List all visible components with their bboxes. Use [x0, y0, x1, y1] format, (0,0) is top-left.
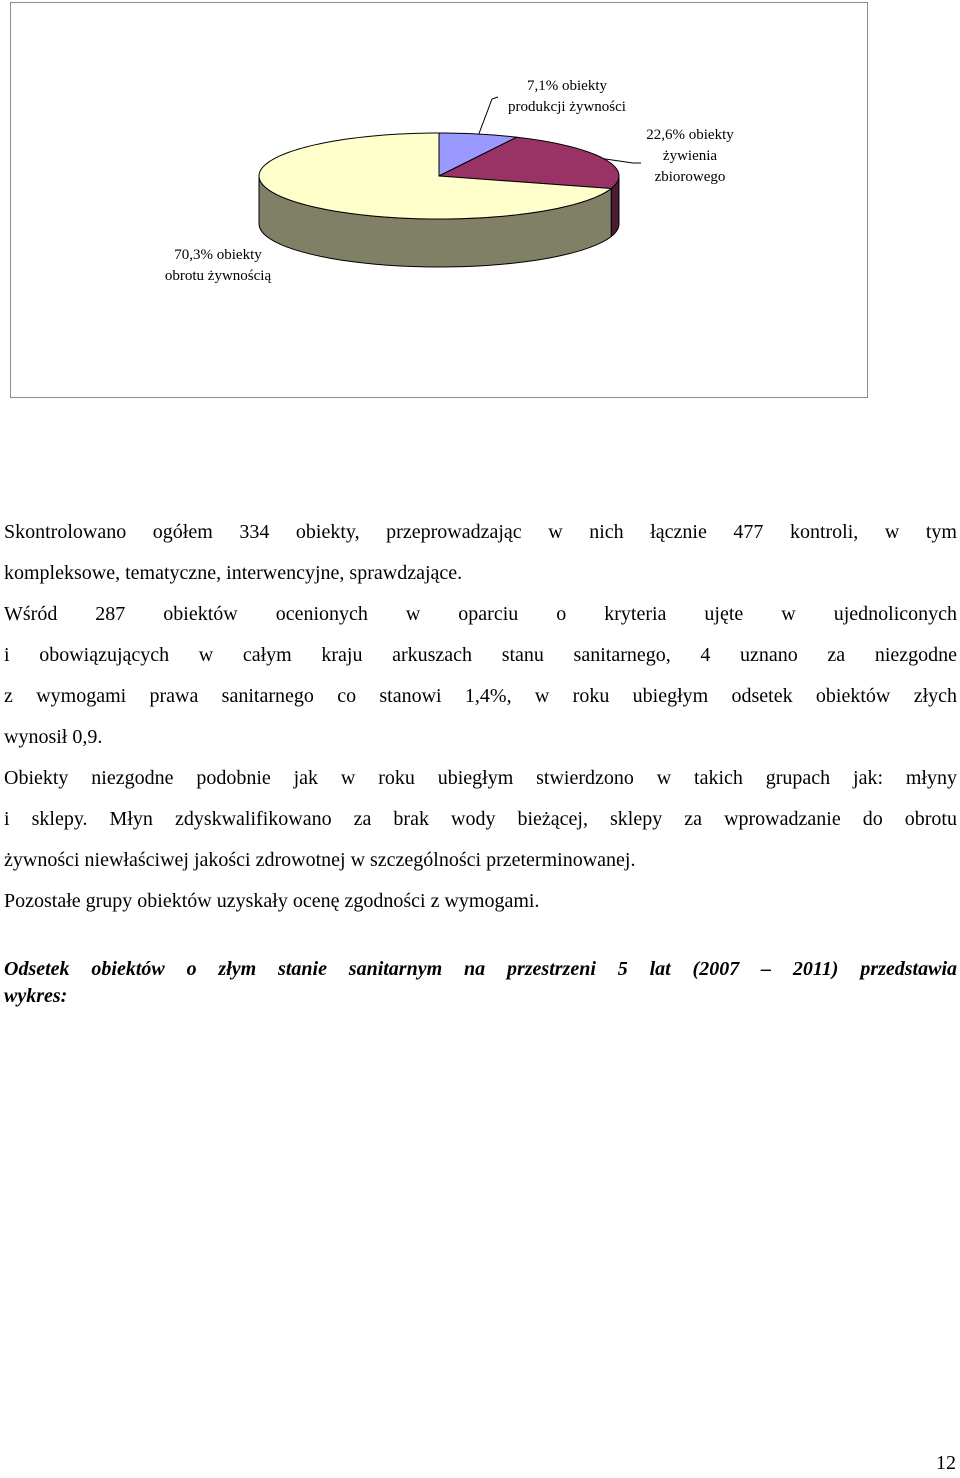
slice-label-catering-line2: żywienia [662, 148, 718, 164]
slice-label-catering-line1: 22,6% obiekty [646, 127, 734, 143]
slice-label-production-line2: produkcji żywności [508, 99, 626, 115]
paragraph-2-line-3: z wymogami prawa sanitarnego co stanowi 1,4%, w roku ubiegłym odsetek obiektów złych [4, 685, 957, 707]
slice-label-catering [615, 125, 765, 188]
paragraph-3-line-3: żywności niewłaściwej jakości zdrowotnej w szczególności przeterminowanej. [4, 849, 636, 871]
slice-label-production [477, 76, 657, 118]
paragraph-2-line-4: wynosił 0,9. [4, 726, 103, 748]
section-heading [4, 956, 957, 1010]
pie-chart-frame [10, 2, 868, 398]
slice-label-production-line1: 7,1% obiekty [527, 78, 607, 94]
paragraph-4-line-1: Pozostałe grupy obiektów uzyskały ocenę zgodności z wymogami. [4, 890, 540, 912]
section-heading-line-1: Odsetek obiektów o złym stanie sanitarnym na przestrzeni 5 lat (2007 – 2011) przedstawia [4, 958, 957, 980]
section-heading-line-2: wykres: [4, 985, 68, 1007]
slice-label-catering-line3: zbiorowego [654, 169, 726, 185]
pie-chart [11, 3, 869, 399]
paragraph-2-line-1: Wśród 287 obiektów ocenionych w oparciu o kryteria ujęte w ujednoliconych [4, 603, 957, 625]
slice-label-trade-line1: 70,3% obiekty [174, 247, 262, 263]
paragraph-3-line-1: Obiekty niezgodne podobnie jak w roku ubiegłym stwierdzono w takich grupach jak: młyny [4, 767, 957, 789]
paragraph-1-line-1: Skontrolowano ogółem 334 obiekty, przeprowadzając w nich łącznie 477 kontroli, w tym [4, 521, 957, 543]
slice-label-trade [133, 245, 303, 287]
paragraph-1-line-2: kompleksowe, tematyczne, interwencyjne, sprawdzające. [4, 562, 463, 584]
slice-label-trade-line2: obrotu żywnością [164, 268, 272, 284]
page-number: 12 [936, 1452, 956, 1474]
paragraph-3-line-2: i sklepy. Młyn zdyskwalifikowano za brak wody bieżącej, sklepy za wprowadzanie do obrotu [4, 808, 957, 830]
paragraph-2-line-2: i obowiązujących w całym kraju arkuszach stanu sanitarnego, 4 uznano za niezgodne [4, 644, 957, 666]
